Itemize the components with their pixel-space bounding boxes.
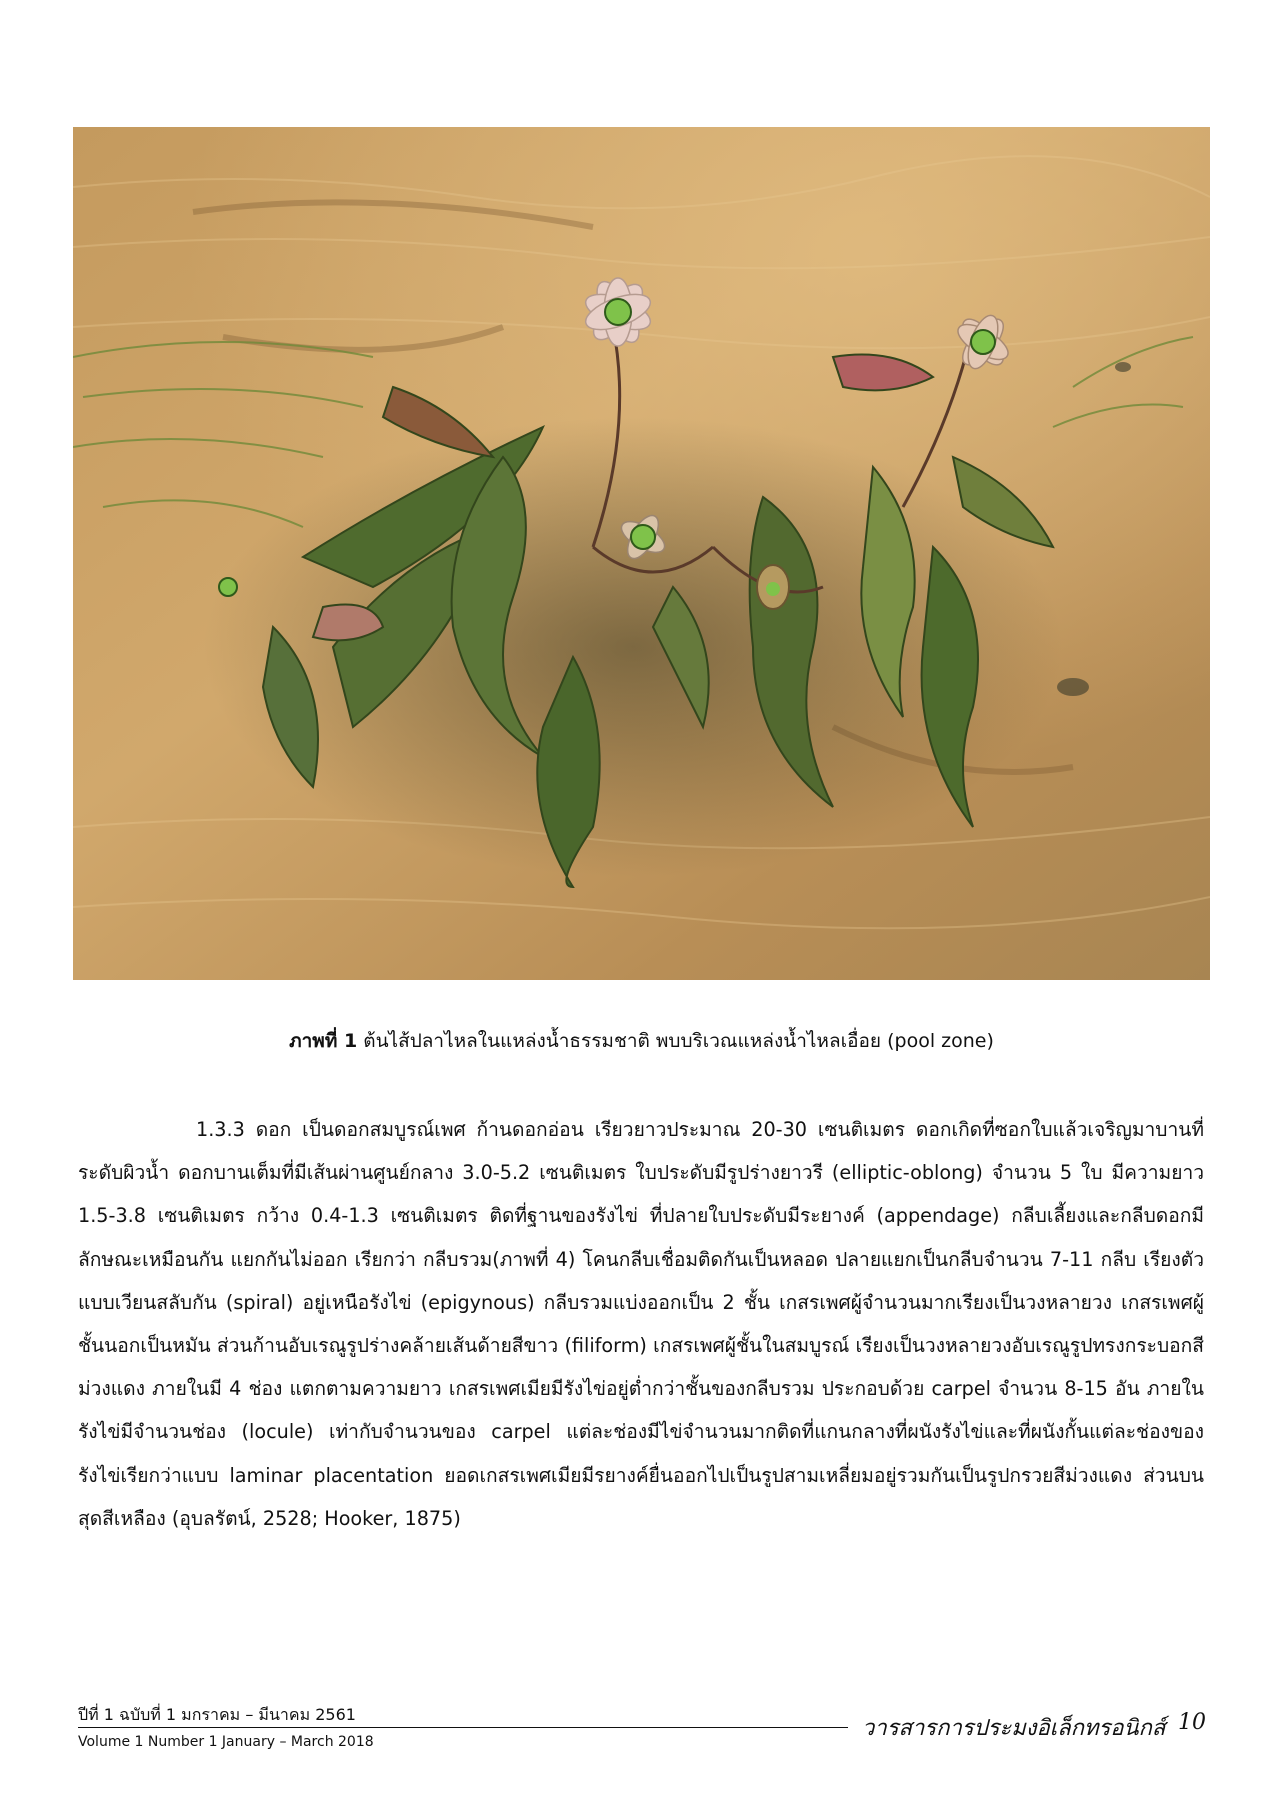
- body-text: [78, 1108, 1204, 1540]
- figure-photo: [73, 127, 1210, 980]
- footer-issue-th: ปีที่ 1 ฉบับที่ 1 มกราคม – มีนาคม 2561: [78, 1705, 356, 1724]
- footer-issue-en: Volume 1 Number 1 January – March 2018: [78, 1734, 374, 1750]
- caption-label: ภาพที่ 1: [289, 1030, 358, 1052]
- figure-caption: [73, 1027, 1210, 1055]
- body-paragraph: 1.3.3 ดอก เป็นดอกสมบูรณ์เพศ ก้านดอกอ่อน เรียวยาวประมาณ 20-30 เซนติเมตร ดอกเกิดที่ซอกใบแล้วเจริญมาบานที่ระดับผิวน้ำ ดอกบานเต็มที่มีเส้นผ่านศูนย์กลาง 3.0-5.2 เซนติเมตร ใบประดับมีรูปร่างยาวรี (elliptic-oblong) จำนวน 5 ใบ มีความยาว 1.5-3.8 เซนติเมตร กว้าง 0.4-1.3 เซนติเมตร ติดที่ฐานของรังไข่ ที่ปลายใบประดับมีระยางค์ (appendage) กลีบเลี้ยงและกลีบดอกมีลักษณะเหมือนกัน แยกกันไม่ออก เรียกว่า กลีบรวม(ภาพที่ 4) โคนกลีบเชื่อมติดกันเป็นหลอด ปลายแยกเป็นกลีบจำนวน 7-11 กลีบ เรียงตัวแบบเวียนสลับกัน (spiral) อยู่เหนือรังไข่ (epigynous) กลีบรวมแบ่งออกเป็น 2 ชั้น เกสรเพศผู้จำนวนมากเรียงเป็นวงหลายวง เกสรเพศผู้ชั้นนอกเป็นหมัน ส่วนก้านอับเรณูรูปร่างคล้ายเส้นด้ายสีขาว (filiform) เกสรเพศผู้ชั้นในสมบูรณ์ เรียงเป็นวงหลายวงอับเรณูรูปทรงกระบอกสีม่วงแดง ภายในมี 4 ช่อง แตกตามความยาว เกสรเพศเมียมีรังไข่อยู่ต่ำกว่าชั้นของกลีบรวม ประกอบด้วย carpel จำนวน 8-15 อัน ภายในรังไข่มีจำนวนช่อง (locule) เท่ากับจำนวนของ carpel แต่ละช่องมีไข่จำนวนมากติดที่แกนกลางที่ผนังรังไข่และที่ผนังกั้นแต่ละช่องของรังไข่เรียกว่าแบบ laminar placentation ยอดเกสรเพศเมียมีรยางค์ยื่นออกไปเป็นรูปสามเหลี่ยมอยู่รวมกันเป็นรูปกรวยสีม่วงแดง ส่วนบนสุดสีเหลือง (อุบลรัตน์, 2528; Hooker, 1875): [78, 1118, 1204, 1530]
- footer-rule: [78, 1727, 848, 1728]
- plant-in-water-photo: [73, 127, 1210, 980]
- page-number: 10: [1178, 1710, 1206, 1735]
- caption-text: ต้นไส้ปลาไหลในแหล่งน้ำธรรมชาติ พบบริเวณแหล่งน้ำไหลเอื่อย (pool zone): [357, 1030, 994, 1052]
- footer-journal-name: วารสารการประมงอิเล็กทรอนิกส์: [862, 1716, 1166, 1741]
